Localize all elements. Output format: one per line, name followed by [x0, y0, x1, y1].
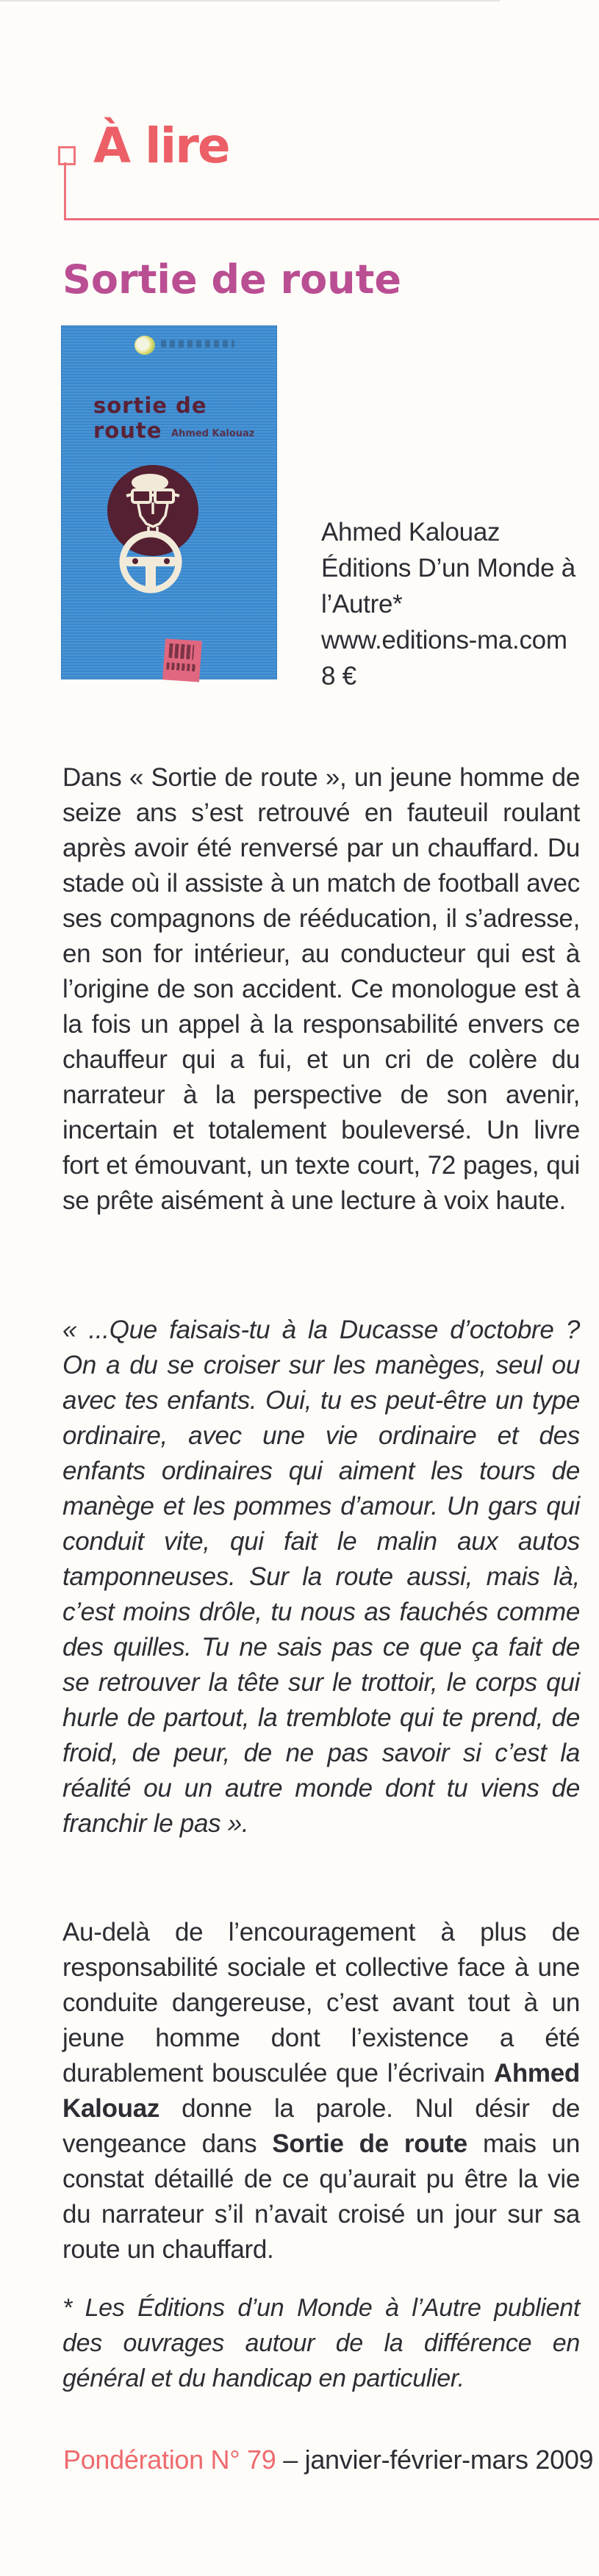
- stamp-mark: [166, 663, 196, 672]
- book-excerpt-quote: « ...Que faisais-tu à la Ducasse d’octobre ? On a du se croiser sur les manèges, seul ou avec tes enfants. Oui, tu es peut-être un type ordinaire, avec une vie ordinaire et des enfants ordinaires qui aiment les tours de manège et les pommes d’amour. Un gars qui conduit vite, qui fait le malin aux autos tamponneuses. Sur la route aussi, mais là, c’est moins drôle, tu nous as fauchés comme des quilles. Tu ne sais pas ce que ça fait de se retrouver la tête sur le trottoir, le corps qui hurle de partout, la tremblote qui te prend, de froid, de peur, de ne pas savoir si c’est la réalité ou un autre monde dont tu viens de franchir le pas ».: [62, 1316, 580, 1838]
- section-rule-horizontal: [64, 218, 599, 220]
- section-corner-square: [58, 146, 76, 165]
- book-price: 8 €: [321, 662, 356, 690]
- section-rule-vertical: [64, 162, 66, 220]
- glasses-left-lens: [132, 490, 151, 502]
- stamp-mark: [168, 643, 194, 660]
- steering-wheel-column: [146, 562, 156, 588]
- cover-illustration: [101, 461, 204, 601]
- glasses-left-arm: [126, 494, 132, 496]
- book-title-bold: Sortie de route: [272, 2129, 467, 2158]
- paragraph-2-text: Au-delà de l’encouragement à plus de responsabilité sociale et collective face à une conduite dangereuse, c’est avant tout à un jeune homme dont l’existence a été durablement bousculée que l’écrivain: [62, 1918, 580, 2088]
- cover-author: Ahmed Kalouaz: [171, 428, 255, 439]
- article-title: Sortie de route: [62, 256, 402, 303]
- journal-name: Pondération N° 79: [63, 2445, 276, 2475]
- review-paragraph-1: Dans « Sortie de route », un jeune homme de seize ans s’est retrouvé en fauteuil roulant après avoir été renversé par un chauffard. Du stade où il assiste à un match de football avec ses compagnons de rééducation, il s’adresse, en son for intérieur, au conducteur qui est à l’origine de son accident. Ce monologue est à la fois un appel à la responsabilité envers ce chauffeur qui a fui, et un cri de colère du narrateur à la perspective de son avenir, incertain et totalement bouleversé. Un livre fort et émouvant, un texte court, 72 pages, qui se prête aisément à une lecture à voix haute.: [62, 763, 580, 1215]
- book-website: www.editions-ma.com: [321, 626, 567, 654]
- steering-wheel-hole-left: [132, 558, 138, 564]
- publisher-footnote: * Les Éditions d’un Monde à l’Autre publient des ouvrages autour de la différence en général et du handicap en particulier.: [62, 2294, 580, 2392]
- publisher-logo-text: [161, 340, 234, 347]
- book-publisher: Éditions D’un Monde à l’Autre*: [321, 554, 575, 618]
- glasses-right-arm: [173, 494, 179, 496]
- book-info-block: [321, 514, 587, 694]
- issue-date: – janvier-février-mars 2009: [276, 2445, 594, 2475]
- page-footer: [63, 2445, 592, 2475]
- glasses-right-lens: [155, 490, 173, 502]
- cover-title: sortie de route: [93, 393, 207, 443]
- steering-wheel-hole-right: [164, 558, 170, 564]
- book-author: Ahmed Kalouaz: [321, 518, 501, 546]
- paragraph-2-text: mais un constat détaillé de ce qu’aurait pu être la vie du narrateur s’il n’avait croisé un jour sur sa route un chauffard.: [62, 2129, 580, 2264]
- author-name-bold: Ahmed Kalouaz: [62, 2059, 580, 2123]
- publisher-logo-icon: [134, 336, 155, 355]
- paragraph-2-text: donne la parole. Nul désir de vengeance dans: [62, 2094, 580, 2158]
- review-paragraph-2: [62, 1915, 580, 2267]
- book-cover: [61, 325, 277, 679]
- price-stamp: [162, 638, 202, 682]
- scan-edge-artifact: [0, 0, 500, 1]
- section-header: À lire: [93, 118, 229, 174]
